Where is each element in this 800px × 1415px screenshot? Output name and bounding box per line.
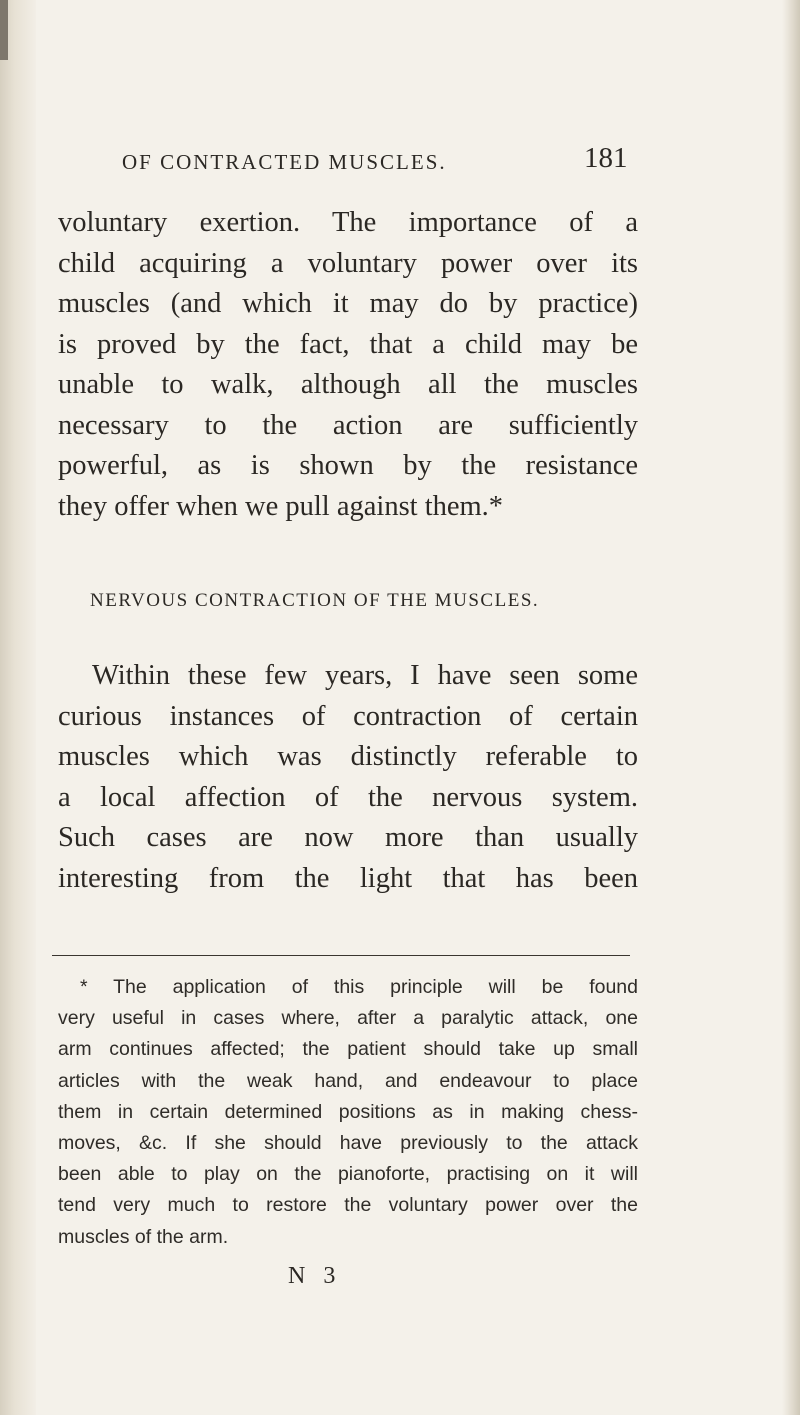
footnote-line: tend very much to restore the voluntary power over the <box>58 1194 638 1217</box>
text-line: curious instances of contraction of certain <box>58 700 638 732</box>
text-line: powerful, as is shown by the resistance <box>58 450 638 481</box>
right-page-edge <box>782 0 800 1415</box>
running-title: OF CONTRACTED MUSCLES. <box>122 150 447 174</box>
paragraph-nervous-contraction <box>58 656 638 899</box>
page-number: 181 <box>584 142 628 174</box>
footnote-line: been able to play on the pianoforte, practising on it will <box>58 1163 638 1186</box>
text-line: voluntary exertion. The importance of a <box>58 207 638 238</box>
text-line: muscles (and which it may do by practice) <box>58 288 638 319</box>
text-line: a local affection of the nervous system. <box>58 781 638 813</box>
text-line: child acquiring a voluntary power over its <box>58 247 638 279</box>
text-line: is proved by the fact, that a child may be <box>58 328 638 360</box>
book-page <box>52 0 742 1415</box>
text-line: interesting from the light that has been <box>58 862 638 894</box>
text-line: they offer when we pull against them.* <box>58 490 504 522</box>
footnote-line: moves, &c. If she should have previously to the attack <box>58 1131 638 1154</box>
footnote-line: muscles of the arm. <box>58 1225 229 1248</box>
footnote-line: * The application of this principle will be found <box>80 976 638 998</box>
text-line: Within these few years, I have seen some <box>92 660 638 691</box>
footnote-line: arm continues affected; the patient should take up small <box>58 1038 638 1061</box>
footnote-line: articles with the weak hand, and endeavour to place <box>58 1069 638 1092</box>
footnote-line: them in certain determined positions as in making chess- <box>58 1100 638 1123</box>
signature-mark: N 3 <box>288 1263 342 1289</box>
text-line: necessary to the action are sufficiently <box>58 409 638 441</box>
footnote <box>58 972 638 1253</box>
text-line: unable to walk, although all the muscles <box>58 369 638 400</box>
paragraph-continued <box>58 203 638 527</box>
footnote-divider <box>52 955 630 956</box>
running-head <box>52 142 652 178</box>
binding-edge-mark <box>0 0 8 60</box>
text-line: muscles which was distinctly referable to <box>58 741 638 772</box>
footnote-line: very useful in cases where, after a paralytic attack, one <box>58 1007 638 1030</box>
section-heading: NERVOUS CONTRACTION OF THE MUSCLES. <box>90 590 540 611</box>
left-page-gutter <box>0 0 36 1415</box>
text-line: Such cases are now more than usually <box>58 822 638 853</box>
